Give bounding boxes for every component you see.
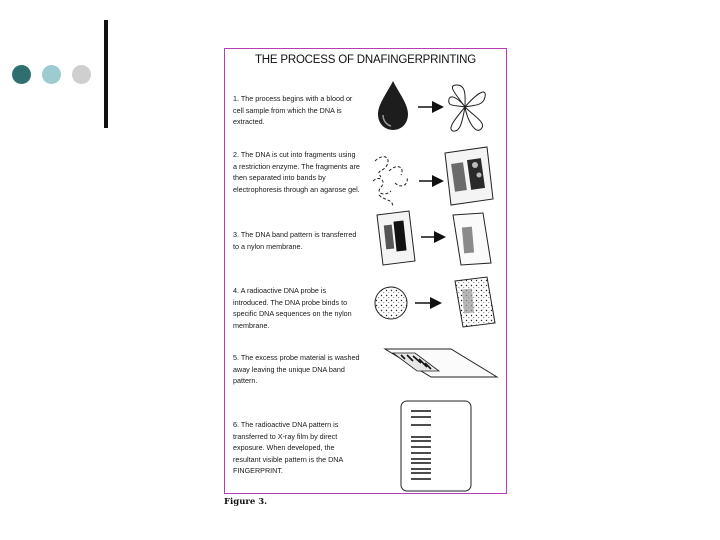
probed-membrane-icon xyxy=(455,277,495,327)
bullet-dot-2 xyxy=(42,65,61,84)
bullet-dot-1 xyxy=(12,65,31,84)
title-divider-bar xyxy=(104,20,108,128)
bullet-dot-3 xyxy=(72,65,91,84)
figure-title: THE PROCESS OF DNAFINGERPRINTING xyxy=(254,54,477,66)
dna-strand-icon xyxy=(449,85,486,131)
step-5-text: 5. The excess probe material is washed away leaving the unique DNA band pattern. xyxy=(233,353,360,385)
radioactive-probe-icon xyxy=(375,287,407,319)
figure-caption: Figure 3. xyxy=(224,497,268,507)
washed-membrane-icon xyxy=(385,349,497,377)
figure-panel xyxy=(224,48,507,494)
dna-fragments-icon xyxy=(373,157,407,207)
xray-film-icon xyxy=(401,401,471,491)
nylon-membrane-icon xyxy=(453,213,491,265)
gel-slab-icon xyxy=(377,211,415,265)
step-4-text: 4. A radioactive DNA probe is introduced. The DNA probe binds to specific DNA sequences on the nylon membrane. xyxy=(233,286,352,330)
process-illustrations xyxy=(225,49,508,495)
step-1-text: 1. The process begins with a blood or cell sample from which the DNA is extracted. xyxy=(233,94,353,126)
electrophoresis-gel-icon xyxy=(445,147,493,205)
step-3-text: 3. The DNA band pattern is transferred to a nylon membrane. xyxy=(233,230,357,251)
step-2-text: 2. The DNA is cut into fragments using a restriction enzyme. The fragments are then separated into bands by electrophoresis through an agarose gel. xyxy=(233,150,360,194)
blood-drop-icon xyxy=(378,81,408,130)
step-6-text: 6. The radioactive DNA pattern is transferred to X-ray film by direct exposure. When developed, the resultant visible pattern is the DNA FINGERPRINT. xyxy=(233,420,343,475)
